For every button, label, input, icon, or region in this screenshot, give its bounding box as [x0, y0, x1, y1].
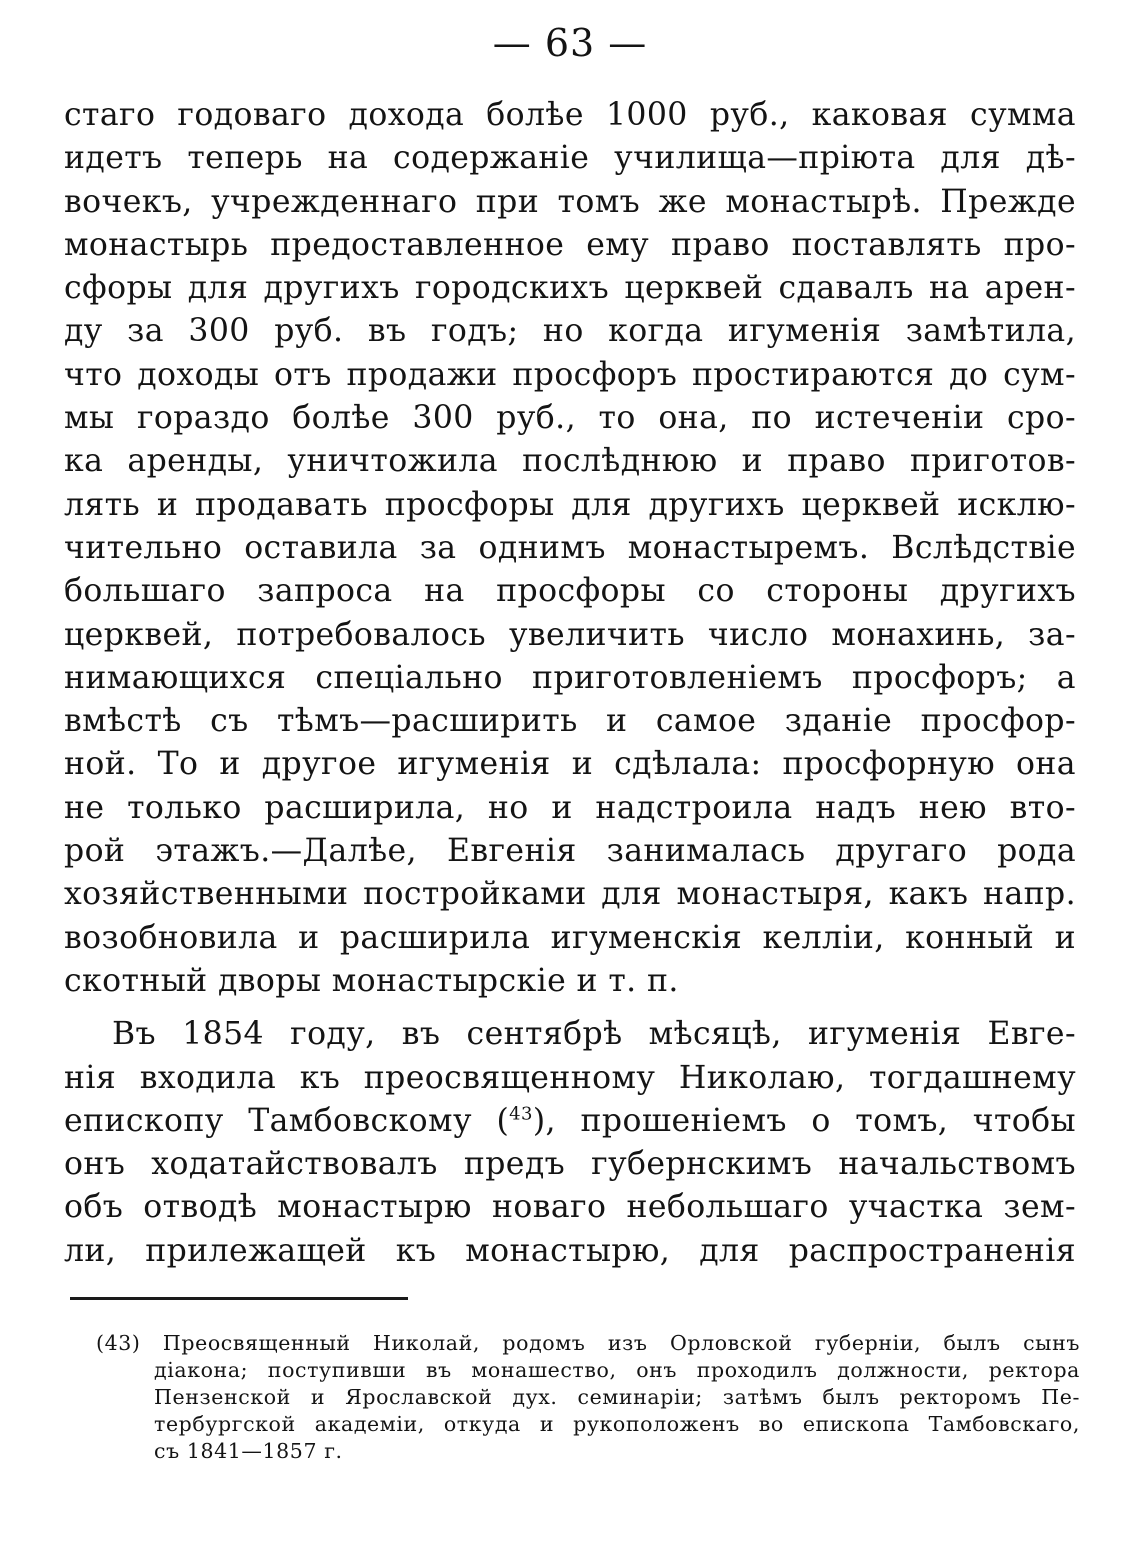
footnote-reference[interactable]: 43: [509, 1103, 533, 1125]
footnote-line: съ 1841—1857 г.: [154, 1439, 343, 1463]
text-line: рой этажъ.—Далѣе, Евгенія занималась другаго рода: [64, 833, 1076, 870]
text-line: лять и продавать просфоры для другихъ церквей исклю-: [64, 486, 1076, 523]
text-line: объ отводѣ монастырю новаго небольшаго участка зем-: [64, 1189, 1076, 1226]
text-line: что доходы отъ продажи просфоръ простираются до сум-: [64, 356, 1076, 393]
text-fragment: епископу Тамбовскому: [64, 1102, 472, 1139]
text-line: не только расширила, но и надстроила надъ нею вто-: [64, 789, 1076, 826]
text-line: сфоры для другихъ городскихъ церквей сдавалъ на арен-: [64, 270, 1076, 307]
text-line: ли, прилежащей къ монастырю, для распространенія: [64, 1232, 1076, 1269]
text-line: Въ 1854 году, въ сентябрѣ мѣсяцѣ, игуменія Евге-: [112, 1016, 1076, 1053]
footnote-43: [96, 1330, 1080, 1465]
paragraph-2: [64, 1013, 1076, 1273]
text-line: мы гораздо болѣе 300 руб., то она, по истеченіи сро-: [64, 400, 1076, 437]
paragraph-1: [64, 94, 1076, 1003]
text-line: чительно оставила за однимъ монастыремъ. Вслѣдствіе: [64, 529, 1076, 566]
text-line: нимающихся спеціально приготовленіемъ просфоръ; а: [64, 659, 1076, 696]
main-text: [64, 94, 1076, 1273]
footnote-separator: [70, 1297, 408, 1300]
text-line: стаго годоваго дохода болѣе 1000 руб., каковая сумма: [64, 97, 1076, 133]
text-line: скотный дворы монастырскіе и т. п.: [64, 962, 679, 999]
text-line: хозяйственными постройками для монастыря, какъ напр.: [64, 876, 1076, 913]
text-line: онъ ходатайствовалъ предъ губернскимъ начальствомъ: [64, 1146, 1076, 1183]
footnote-line: Пензенской и Ярославской дух. семинаріи; затѣмъ былъ ректоромъ Пе-: [154, 1385, 1080, 1409]
footnote-line: діакона; поступивши въ монашество, онъ проходилъ должности, ректора: [154, 1358, 1080, 1382]
text-line: возобновила и расширила игуменскія келліи, конный и: [64, 919, 1076, 956]
footnote-line: тербургской академіи, откуда и рукоположенъ во епископа Тамбовскаго,: [154, 1412, 1080, 1436]
page-number: — 63 —: [492, 21, 648, 65]
note-ref-open: (: [496, 1102, 510, 1139]
text-line: нія входила къ преосвященному Николаю, тогдашнему: [64, 1059, 1076, 1096]
text-line: вочекъ, учрежденнаго при томъ же монастырѣ. Прежде: [64, 183, 1076, 220]
text-line: большаго запроса на просфоры со стороны другихъ: [64, 573, 1076, 610]
text-line: вмѣстѣ съ тѣмъ—расширить и самое зданіе просфор-: [64, 703, 1076, 740]
footnote-line: (43) Преосвященный Николай, родомъ изъ Орловской губерніи, былъ сынъ: [96, 1331, 1080, 1355]
text-line: ной. То и другое игуменія и сдѣлала: просфорную она: [64, 746, 1076, 783]
text-line: монастырь предоставленное ему право поставлять про-: [64, 226, 1076, 263]
paragraph-gap: [64, 1003, 1076, 1013]
text-line: церквей, потребовалось увеличить число монахинь, за-: [64, 616, 1076, 653]
text-fragment: ), прошеніемъ о томъ, чтобы: [532, 1102, 1076, 1139]
text-line: ду за 300 руб. въ годъ; но когда игуменія замѣтила,: [64, 313, 1076, 350]
text-line-with-note: [64, 1100, 1076, 1143]
text-line: ка аренды, уничтожила послѣднюю и право приготов-: [64, 443, 1076, 480]
text-line: идетъ теперь на содержаніе училища—пріюта для дѣ-: [64, 140, 1076, 177]
